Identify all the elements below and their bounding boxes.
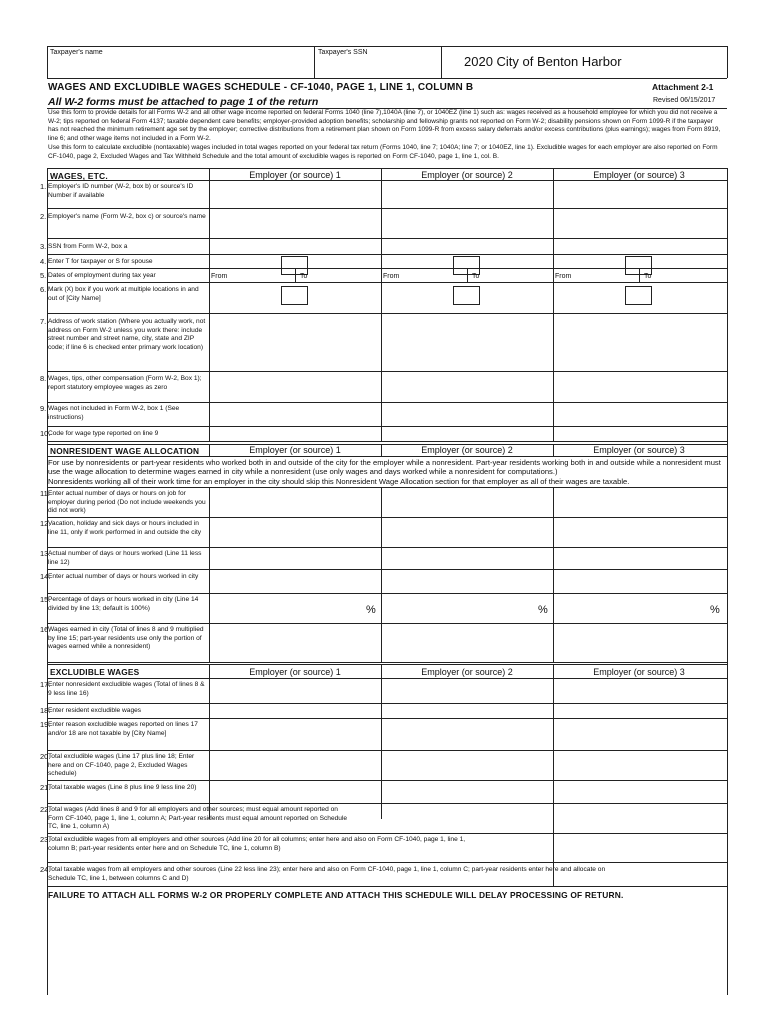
nonresident-intro-1: For use by nonresidents or part-year residents who worked both in and outside of the city for the employer while a nonresident. Part-year residents working both in and outside while a nonresident must use the wage allocation to determine wages earned in city while a nonresident (use only wages and days worked while a nonresident for computations.) (48, 458, 721, 477)
line-5-from-col2: From (383, 273, 400, 280)
excludible-column-header-2: Employer (or source) 2 (421, 667, 513, 677)
line-11-label: 11. Enter actual number of days or hours on job for employer during period (Do not include weekends you did not work) (40, 489, 206, 515)
line-14-label: 14. Enter actual number of days or hours worked in city (40, 572, 199, 581)
line-21-label: 21. Total taxable wages (Line 8 plus line 9 less line 20) (40, 783, 197, 792)
line-22-label: 22. Total wages (Add lines 8 and 9 for all employers and other sources; must equal amount reported on Form CF-1040, page 1, line 1, column A; Part-year residents must equal amount reported on Schedule TC, line 1, column A) (40, 805, 348, 831)
taxpayer-ssn-label: Taxpayer's SSN (318, 49, 368, 56)
line-6-label: 6. Mark (X) box if you work at multiple locations in and out of [City Name] (40, 285, 199, 302)
line-17-label: 17. Enter nonresident excludible wages (Total of lines 8 & 9 less line 16) (40, 680, 205, 697)
column-header-1: Employer (or source) 1 (249, 170, 341, 180)
line-20-label: 20. Total excludible wages (Line 17 plus line 18; Enter here and on CF-1040, page 2, Excluded Wages schedule) (40, 752, 195, 778)
line-6-checkbox-col1[interactable] (281, 286, 308, 305)
line-4-label: 4. Enter T for taxpayer or S for spouse (40, 257, 153, 266)
footer-warning: FAILURE TO ATTACH ALL FORMS W-2 OR PROPERLY COMPLETE AND ATTACH THIS SCHEDULE WILL DELAY PROCESSING OF RETURN. (48, 890, 624, 900)
revised-date: Revised 06/15/2017 (653, 97, 716, 104)
line-15-percent-col2: % (538, 604, 548, 616)
taxpayer-name-label: Taxpayer's name (50, 49, 103, 56)
line-9-label: 9. Wages not included in Form W-2, box 1 (See instructions) (40, 404, 180, 421)
nonresident-column-header-1: Employer (or source) 1 (249, 445, 341, 455)
line-23-label: 23. Total excludible wages from all employers and other sources (Add line 20 for all columns; enter here and also on Form CF-1040, page 1, line 1, column B; part-year residents enter here and on Schedule TC, line 1, column B) (40, 835, 466, 852)
line-24-label: 24. Total taxable wages from all employers and other sources (Line 22 less line 23); enter here and also on Form CF-1040, page 1, line 1, column C; part-year residents enter here and allocate on Schedule TC, line 1, between columns C and D) (40, 865, 606, 882)
line-2-label: 2. Employer's name (Form W-2, box c) or source's name (40, 212, 206, 221)
excludible-column-header-3: Employer (or source) 3 (593, 667, 685, 677)
line-7-label: 7. Address of work station (Where you actually work, not address on Form W-2 unless you work there: include street number and street name, city, state and ZIP code; if line 6 is checked enter primary work location) (40, 317, 206, 351)
page-subtitle: All W-2 forms must be attached to page 1 of the return (48, 96, 319, 108)
line-3-label: 3. SSN from Form W-2, box a (40, 242, 128, 251)
line-5-from-col3: From (555, 273, 572, 280)
section-nonresident-heading: NONRESIDENT WAGE ALLOCATION (50, 446, 200, 456)
line-15-label: 15. Percentage of days or hours worked in city (Line 14 divided by line 13; default is 100%) (40, 595, 199, 612)
taxpayer-name-field[interactable] (47, 56, 312, 76)
section-wages-heading: WAGES, ETC. (50, 171, 108, 181)
line-5-from-col1: From (211, 273, 228, 280)
line-15-percent-col1: % (366, 604, 376, 616)
line-13-label: 13. Actual number of days or hours worked (Line 11 less line 12) (40, 549, 202, 566)
line-16-label: 16. Wages earned in city (Total of lines 8 and 9 multiplied by line 15; part-year residents use only the portion of wages earned while a nonresident) (40, 625, 204, 651)
line-5-label: 5. Dates of employment during tax year (40, 271, 156, 280)
line-10-label: 10. Code for wage type reported on line 9 (40, 429, 159, 438)
line-15-percent-col3: % (710, 604, 720, 616)
section-excludible-heading: EXCLUDIBLE WAGES (50, 667, 140, 677)
column-header-3: Employer (or source) 3 (593, 170, 685, 180)
line-19-label: 19. Enter reason excludible wages reported on lines 17 and/or 18 are not taxable by [City Name] (40, 720, 198, 737)
line-12-label: 12. Vacation, holiday and sick days or hours included in line 11, only if work performed in and outside the city (40, 519, 202, 536)
line-5-to-col3: To (644, 273, 652, 280)
column-header-2: Employer (or source) 2 (421, 170, 513, 180)
line-8-label: 8. Wages, tips, other compensation (Form W-2, Box 1); report statutory employee wages as zero (40, 374, 202, 391)
line-6-checkbox-col2[interactable] (453, 286, 480, 305)
line-1-label: 1. Employer's ID number (W-2, box b) or source's ID Number if available (40, 182, 194, 199)
nonresident-column-header-3: Employer (or source) 3 (593, 445, 685, 455)
taxpayer-ssn-field[interactable] (316, 56, 439, 76)
excludible-column-header-1: Employer (or source) 1 (249, 667, 341, 677)
line-5-to-col2: To (472, 273, 480, 280)
line-18-label: 18. Enter resident excludible wages (40, 706, 142, 715)
instructions-paragraph-1: Use this form to provide details for all Forms W-2 and all other wage income reported on federal Forms 1040 (line 7),1040A (line 7), or 1040EZ (line 1) such as: wages received as a household employee for which you did not receive a W-2; tips reported on federal Form 4137; taxable dependent care benefits; employer-provided adoption benefits; scholarship and fellowship grants not reported on Form W-2; disability pensions shown on Form 1099-R if the taxpayer has not reached the minimum retirement age set by the employer; corrective distributions from a retirement plan shown on Form 1099-R from excess salary deferrals and/or excess contributions (plus earnings); wages from Form 8919, line 6; and other wage items not included in a Form W-2. (48, 109, 721, 142)
line-5-to-col1: To (300, 273, 308, 280)
schedule-title: WAGES AND EXCLUDIBLE WAGES SCHEDULE - CF-1040, PAGE 1, LINE 1, COLUMN B (48, 82, 474, 93)
attachment-label: Attachment 2-1 (652, 82, 714, 92)
form-city-title: 2020 City of Benton Harbor (464, 54, 622, 69)
instructions-paragraph-2: Use this form to calculate excludible (nontaxable) wages included in total wages reported on your federal tax return (Forms 1040, line 7; 1040A; line 7; or 1040EZ, line 1). Excludible wages for each employer are also reported on Form CF-1040, page 2, Excluded Wages and Tax Withheld Schedule and the total amount of excludible wages is reported on Form CF-1040, page 1, line 1, col. B. (48, 144, 718, 160)
nonresident-intro-2: Nonresidents working all of their work time for an employer in the city should skip this Nonresident Wage Allocation section for that employer as all of their wages are taxable. (48, 477, 630, 486)
line-6-checkbox-col3[interactable] (625, 286, 652, 305)
nonresident-column-header-2: Employer (or source) 2 (421, 445, 513, 455)
